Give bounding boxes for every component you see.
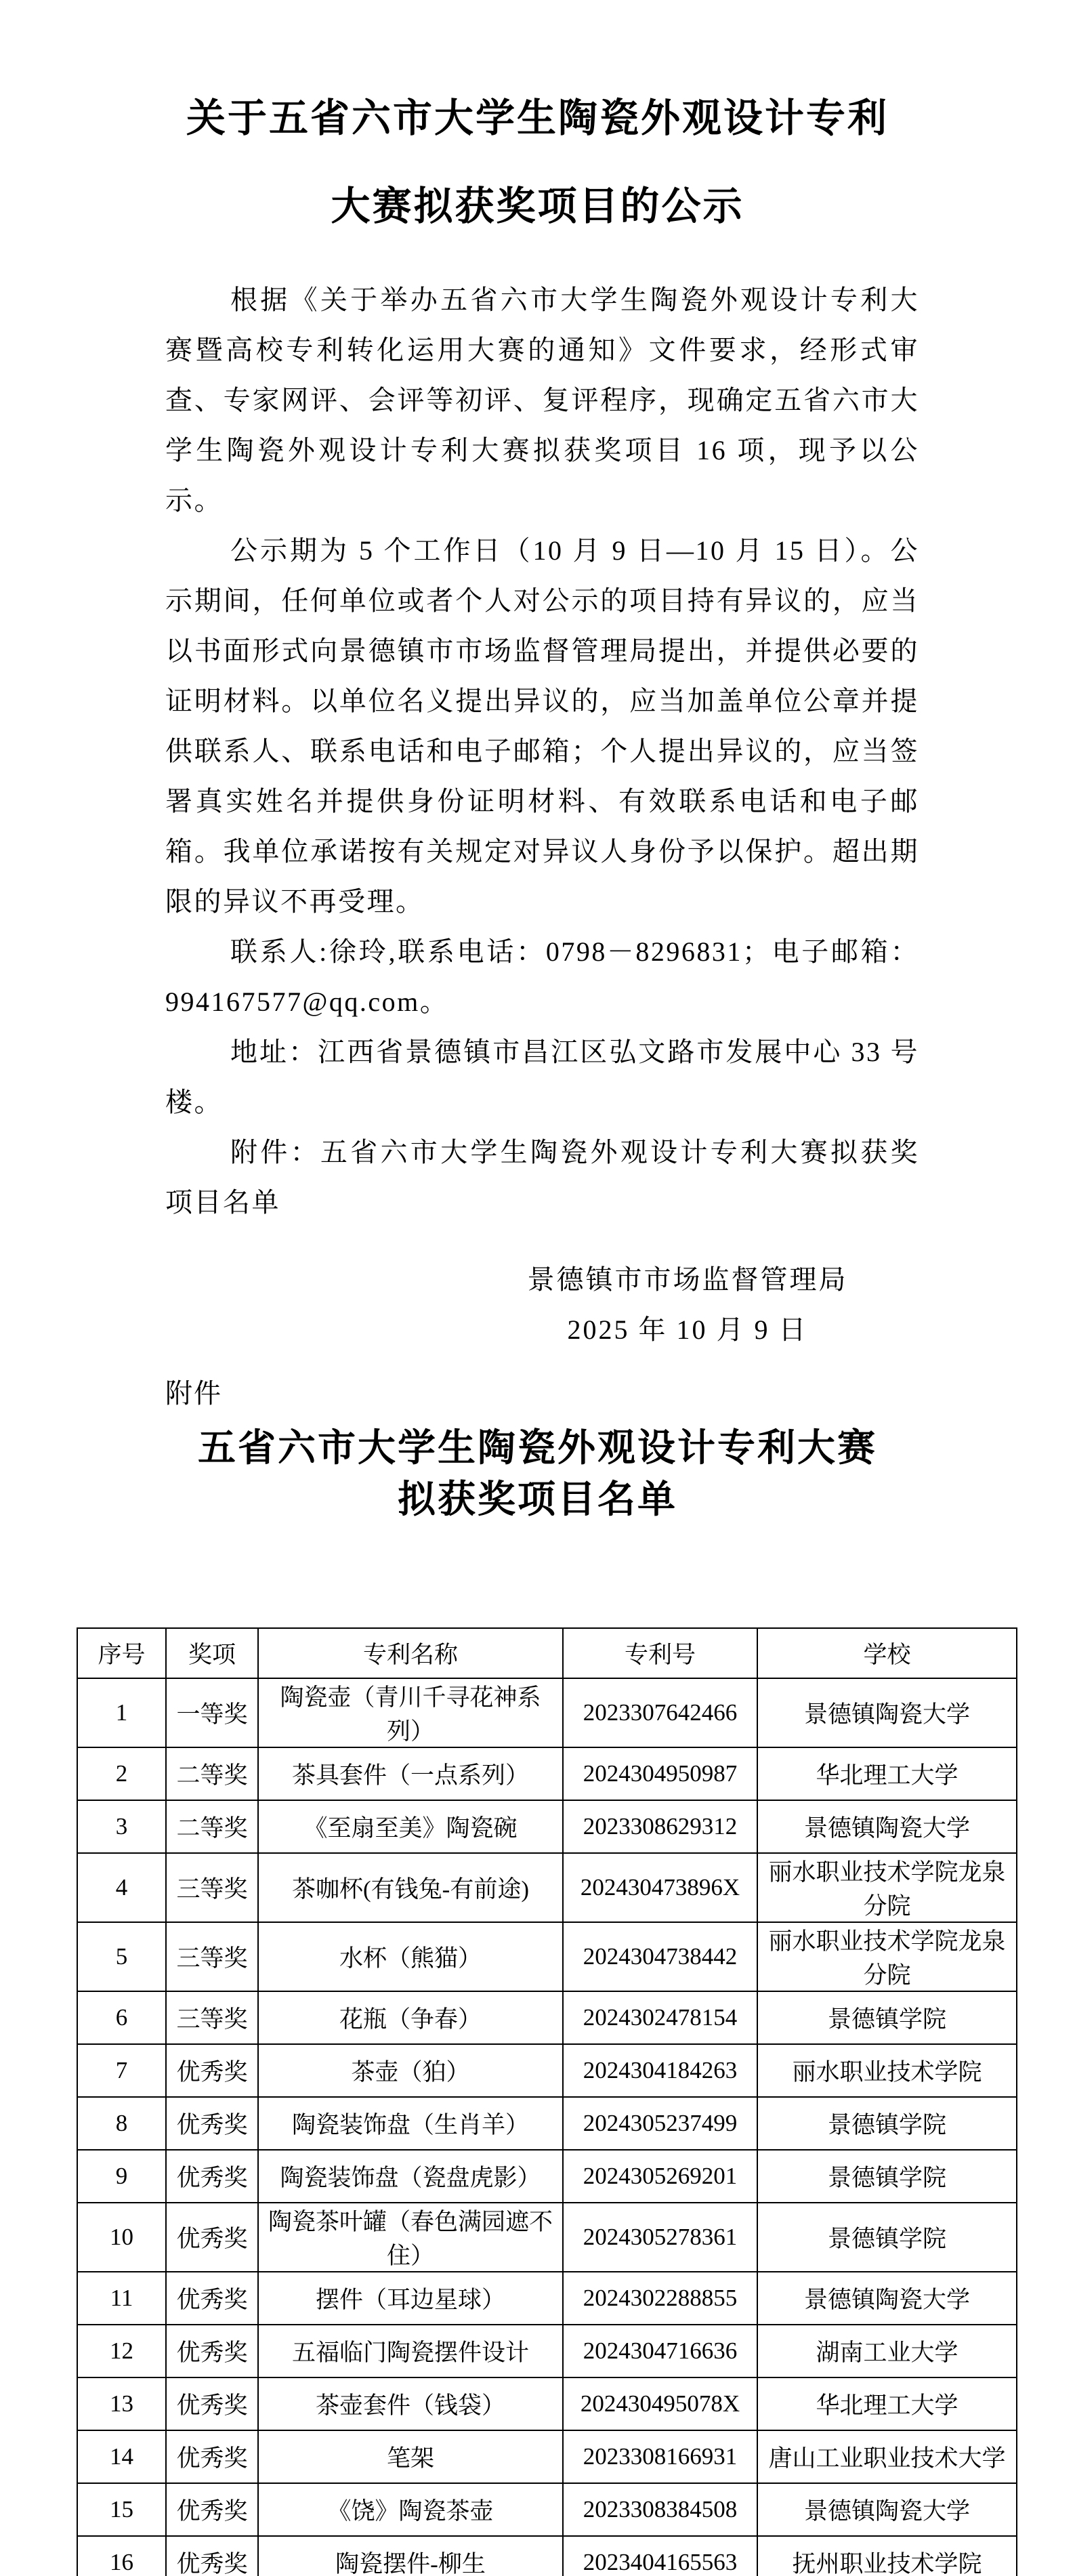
table-cell-index: 5 [77, 1922, 166, 1991]
table-row [77, 2203, 1017, 2272]
table-cell-school: 抚州职业技术学院 [757, 2536, 1017, 2576]
table-cell-index: 4 [77, 1853, 166, 1922]
table-cell-patent-no: 2024302288855 [563, 2272, 757, 2325]
table-row [77, 1747, 1017, 1800]
table-cell-school: 湖南工业大学 [757, 2325, 1017, 2377]
table-cell-award: 优秀奖 [166, 2097, 258, 2150]
table-cell-school: 景德镇学院 [757, 2203, 1017, 2272]
table-cell-award: 优秀奖 [166, 2536, 258, 2576]
table-header-row [77, 1628, 1017, 1678]
table-cell-index: 8 [77, 2097, 166, 2150]
table-cell-index: 6 [77, 1991, 166, 2044]
table-cell-award: 一等奖 [166, 1678, 258, 1747]
column-header-index: 序号 [77, 1628, 166, 1678]
paragraph-basis: 根据《关于举办五省六市大学生陶瓷外观设计专利大赛暨高校专利转化运用大赛的通知》文件要求，经形式审查、专家网评、会评等初评、复评程序，现确定五省六市大学生陶瓷外观设计专利大赛拟获奖项目 16 项，现予以公示。 [165, 285, 919, 516]
table-cell-patent-no: 202430495078X [563, 2377, 757, 2430]
table-cell-index: 10 [77, 2203, 166, 2272]
document-body [0, 275, 919, 1228]
table-cell-patent-no: 2024305278361 [563, 2203, 757, 2272]
attachment-label: 附件 [165, 1378, 222, 1409]
table-cell-award: 优秀奖 [166, 2430, 258, 2483]
table-cell-patent-no: 2024304184263 [563, 2044, 757, 2097]
table-cell-award: 优秀奖 [166, 2203, 258, 2272]
table-cell-patent-no: 2024302478154 [563, 1991, 757, 2044]
table-row [77, 1991, 1017, 2044]
table-cell-school: 丽水职业技术学院 [757, 2044, 1017, 2097]
table-row [77, 1922, 1017, 1991]
table-cell-school: 景德镇陶瓷大学 [757, 2272, 1017, 2325]
table-cell-school: 景德镇陶瓷大学 [757, 2483, 1017, 2536]
table-cell-index: 15 [77, 2483, 166, 2536]
table-cell-school: 华北理工大学 [757, 2377, 1017, 2430]
table-row [77, 2272, 1017, 2325]
table-row [77, 1800, 1017, 1853]
table-cell-school: 景德镇学院 [757, 1991, 1017, 2044]
award-table [77, 1627, 1017, 2576]
table-cell-award: 三等奖 [166, 1991, 258, 2044]
table-cell-patent-no: 2023308629312 [563, 1800, 757, 1853]
paragraph-address: 地址：江西省景德镇市昌江区弘文路市发展中心 33 号楼。 [165, 1037, 919, 1117]
column-header-school: 学校 [757, 1628, 1017, 1678]
table-cell-school: 景德镇学院 [757, 2097, 1017, 2150]
table-cell-school: 华北理工大学 [757, 1747, 1017, 1800]
table-cell-patent-name: 陶瓷壶（青川千寻花神系列） [258, 1678, 563, 1747]
table-cell-award: 二等奖 [166, 1800, 258, 1853]
table-row [77, 1678, 1017, 1747]
paragraph-objection-rules: 公示期为 5 个工作日（10 月 9 日—10 月 15 日）。公示期间，任何单位或者个人对公示的项目持有异议的，应当以书面形式向景德镇市市场监督管理局提出，并提供必要的证明材料。以单位名义提出异议的，应当加盖单位公章并提供联系人、联系电话和电子邮箱；个人提出异议的，应当签署真实姓名并提供身份证明材料、有效联系电话和电子邮箱。我单位承诺按有关规定对异议人身份予以保护。超出期限的异议不再受理。 [165, 535, 919, 917]
table-cell-patent-name: 五福临门陶瓷摆件设计 [258, 2325, 563, 2377]
table-cell-school: 景德镇陶瓷大学 [757, 1678, 1017, 1747]
table-row [77, 2430, 1017, 2483]
table-cell-patent-name: 茶壶套件（钱袋） [258, 2377, 563, 2430]
column-header-patent-no: 专利号 [563, 1628, 757, 1678]
table-cell-patent-name: 《至扇至美》陶瓷碗 [258, 1800, 563, 1853]
table-row [77, 2377, 1017, 2430]
table-cell-index: 11 [77, 2272, 166, 2325]
table-cell-patent-no: 2024305237499 [563, 2097, 757, 2150]
table-cell-index: 1 [77, 1678, 166, 1747]
table-cell-patent-name: 花瓶（争春） [258, 1991, 563, 2044]
table-cell-patent-no: 2023308384508 [563, 2483, 757, 2536]
table-cell-patent-name: 《饶》陶瓷茶壶 [258, 2483, 563, 2536]
table-cell-patent-name: 茶具套件（一点系列） [258, 1747, 563, 1800]
table-row [77, 2483, 1017, 2536]
table-cell-award: 优秀奖 [166, 2272, 258, 2325]
table-row [77, 2536, 1017, 2576]
table-row [77, 1853, 1017, 1922]
table-cell-award: 优秀奖 [166, 2044, 258, 2097]
table-cell-patent-name: 水杯（熊猫） [258, 1922, 563, 1991]
table-cell-award: 优秀奖 [166, 2377, 258, 2430]
table-cell-index: 7 [77, 2044, 166, 2097]
table-cell-patent-no: 2024304716636 [563, 2325, 757, 2377]
table-cell-award: 优秀奖 [166, 2483, 258, 2536]
paragraph-contact: 联系人:徐玲,联系电话：0798－8296831；电子邮箱：994167577@qq.com。 [165, 936, 919, 1017]
signature-org: 景德镇市市场监督管理局 [527, 1264, 848, 1295]
table-cell-patent-name: 陶瓷摆件-柳生 [258, 2536, 563, 2576]
table-cell-index: 16 [77, 2536, 166, 2576]
table-row [77, 2150, 1017, 2203]
table-cell-index: 9 [77, 2150, 166, 2203]
table-cell-award: 三等奖 [166, 1853, 258, 1922]
table-cell-patent-name: 摆件（耳边星球） [258, 2272, 563, 2325]
table-cell-award: 三等奖 [166, 1922, 258, 1991]
attachment-title-line2: 拟获奖项目名单 [398, 1479, 677, 1521]
table-cell-patent-no: 2024304950987 [563, 1747, 757, 1800]
table-cell-patent-name: 陶瓷装饰盘（生肖羊） [258, 2097, 563, 2150]
document-title [0, 0, 1075, 251]
table-cell-school: 景德镇陶瓷大学 [757, 1800, 1017, 1853]
document-title-line2: 大赛拟获奖项目的公示 [331, 184, 744, 228]
signature-block [518, 1255, 857, 1355]
table-cell-patent-no: 2023404165563 [563, 2536, 757, 2576]
document-title-line1: 关于五省六市大学生陶瓷外观设计专利 [186, 96, 889, 140]
table-cell-index: 3 [77, 1800, 166, 1853]
table-cell-index: 12 [77, 2325, 166, 2377]
table-cell-school: 丽水职业技术学院龙泉分院 [757, 1853, 1017, 1922]
signature-date: 2025 年 10 月 9 日 [567, 1314, 808, 1345]
column-header-patent-name: 专利名称 [258, 1628, 563, 1678]
table-cell-patent-no: 2023308166931 [563, 2430, 757, 2483]
table-cell-award: 优秀奖 [166, 2150, 258, 2203]
table-row [77, 2325, 1017, 2377]
award-table-head [77, 1628, 1017, 1678]
table-cell-patent-name: 陶瓷装饰盘（瓷盘虎影） [258, 2150, 563, 2203]
table-cell-award: 二等奖 [166, 1747, 258, 1800]
table-row [77, 2044, 1017, 2097]
table-cell-patent-name: 茶咖杯(有钱兔-有前途) [258, 1853, 563, 1922]
table-cell-school: 丽水职业技术学院龙泉分院 [757, 1922, 1017, 1991]
table-cell-school: 唐山工业职业技术大学 [757, 2430, 1017, 2483]
table-cell-index: 13 [77, 2377, 166, 2430]
attachment-title [0, 1423, 1075, 1526]
table-cell-patent-no: 2024305269201 [563, 2150, 757, 2203]
table-cell-index: 14 [77, 2430, 166, 2483]
column-header-award: 奖项 [166, 1628, 258, 1678]
table-cell-school: 景德镇学院 [757, 2150, 1017, 2203]
attachment-title-line1: 五省六市大学生陶瓷外观设计专利大赛 [198, 1428, 877, 1470]
table-cell-patent-name: 陶瓷茶叶罐（春色满园遮不住） [258, 2203, 563, 2272]
table-row [77, 2097, 1017, 2150]
paragraph-attachment-note: 附件：五省六市大学生陶瓷外观设计专利大赛拟获奖项目名单 [165, 1137, 919, 1218]
table-cell-patent-no: 2023307642466 [563, 1678, 757, 1747]
table-cell-index: 2 [77, 1747, 166, 1800]
table-cell-patent-no: 202430473896X [563, 1853, 757, 1922]
table-cell-patent-name: 笔架 [258, 2430, 563, 2483]
table-cell-patent-name: 茶壶（狛） [258, 2044, 563, 2097]
table-cell-patent-no: 2024304738442 [563, 1922, 757, 1991]
table-cell-award: 优秀奖 [166, 2325, 258, 2377]
award-table-body [77, 1678, 1017, 2576]
